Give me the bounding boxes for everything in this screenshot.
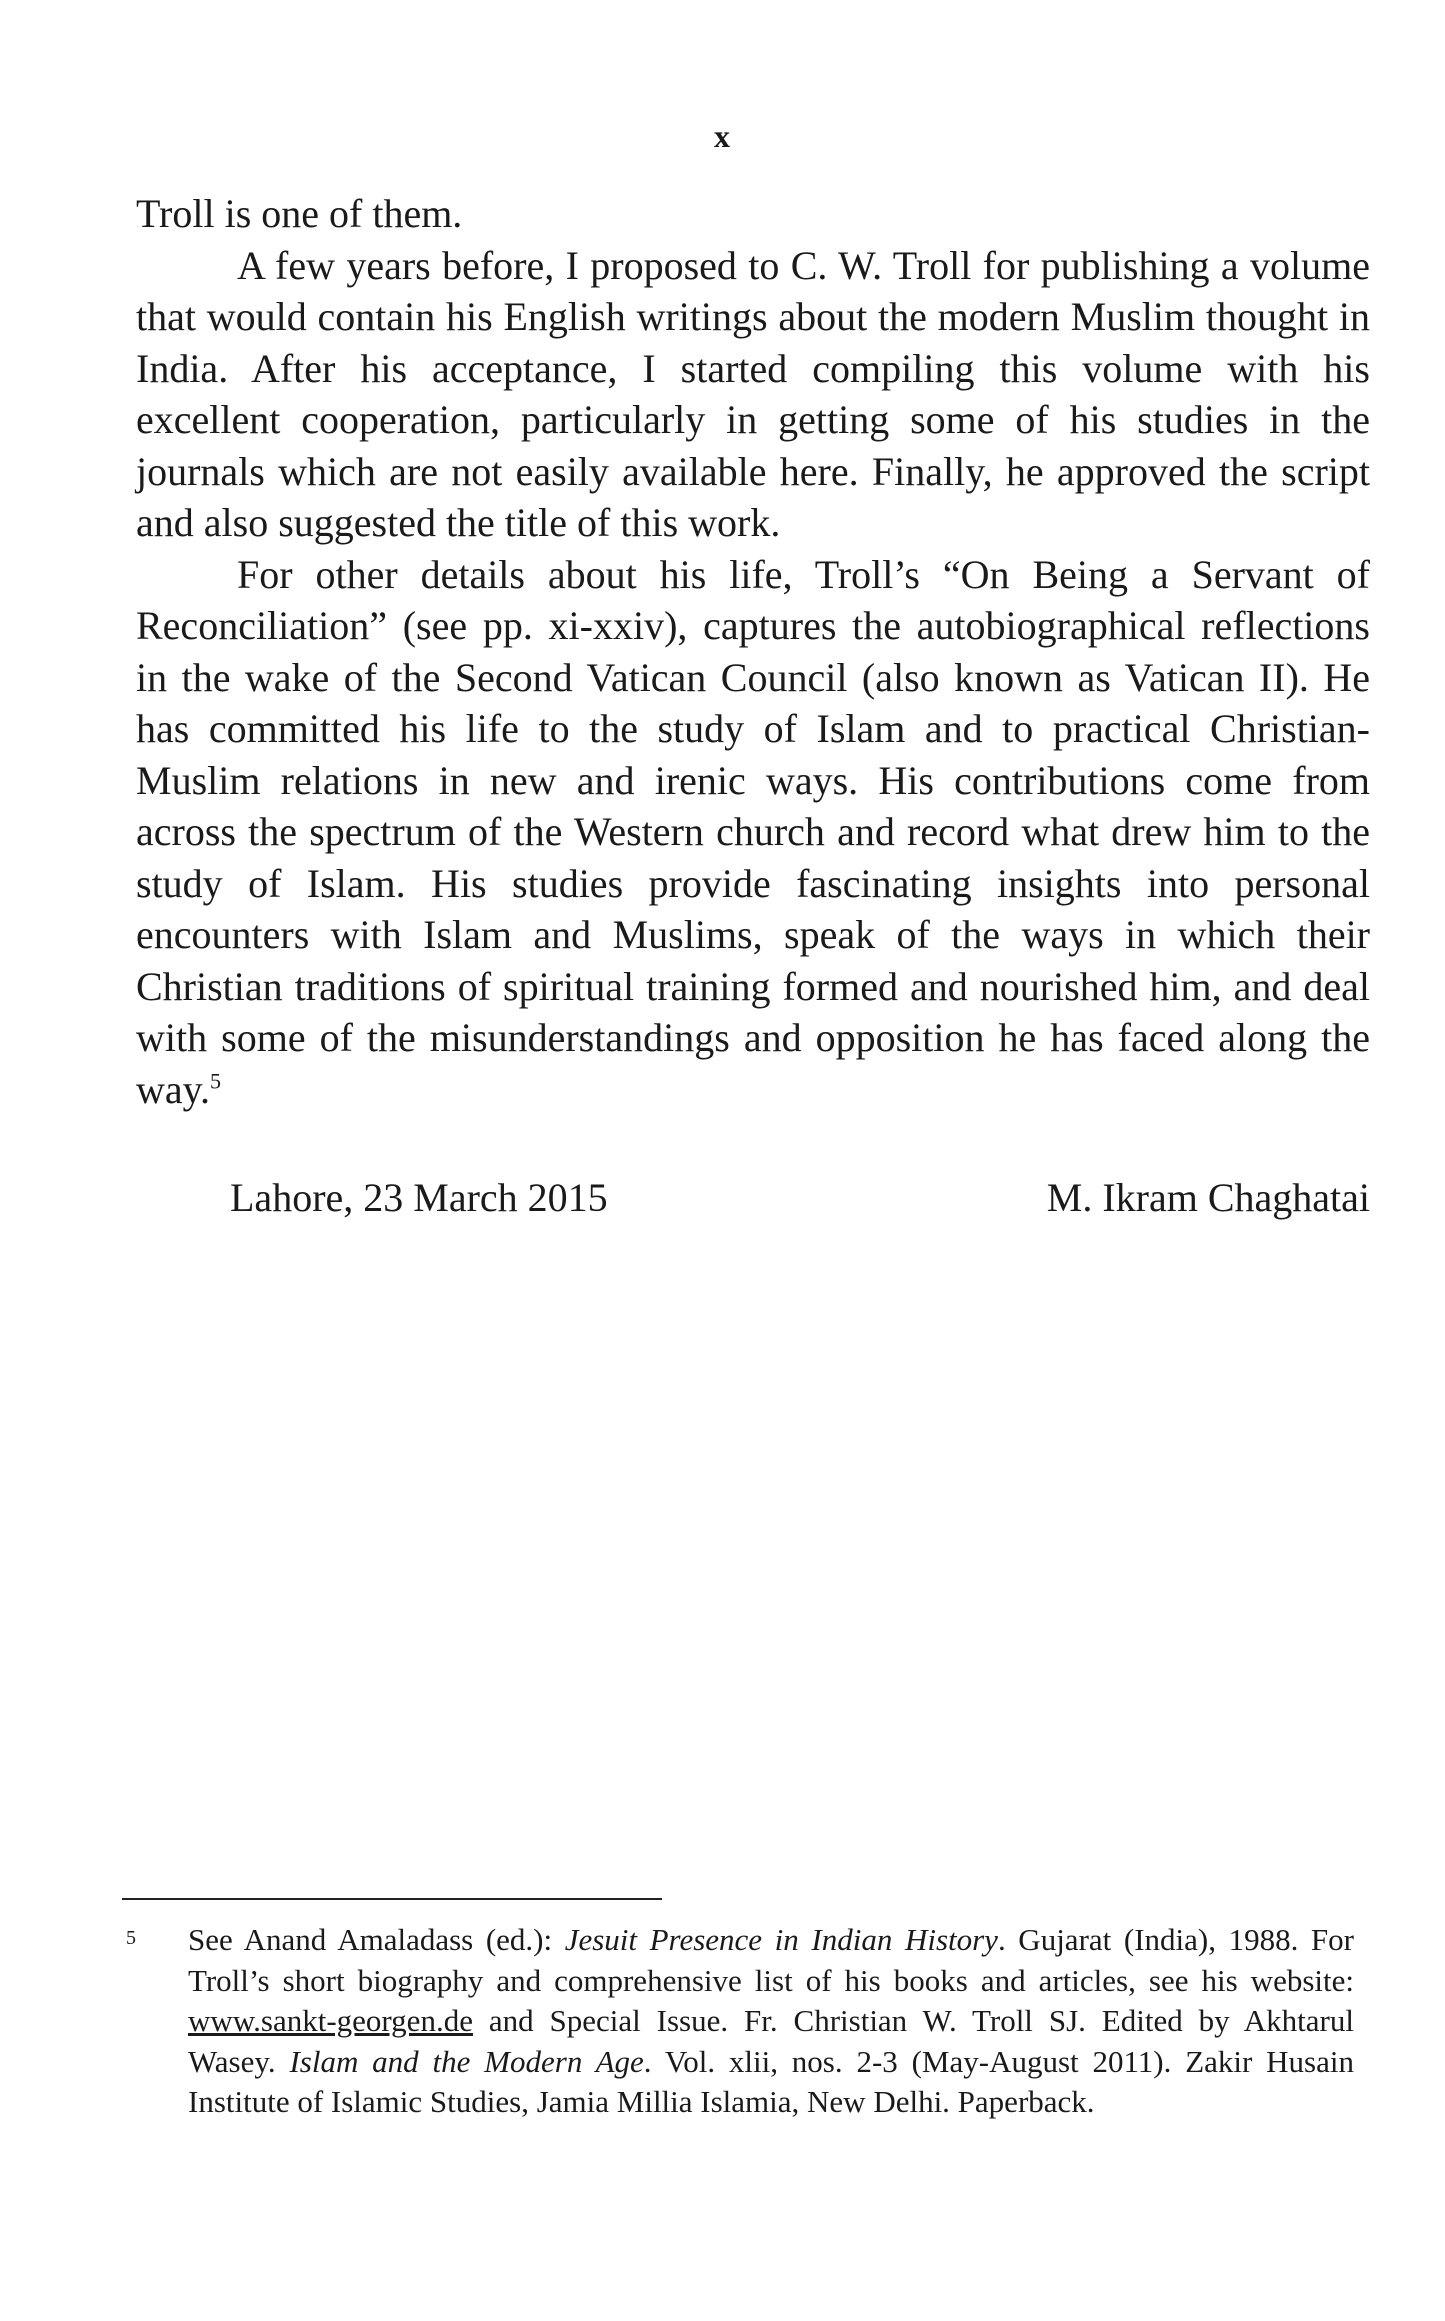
main-text (136, 188, 1370, 1115)
paragraph-1: Troll is one of them. (136, 191, 463, 236)
website-link[interactable]: www.sankt-georgen.de (188, 2003, 473, 2038)
footnote-reference[interactable]: 5 (210, 1068, 222, 1094)
footnote-title-2: Islam and the Modern Age (289, 2043, 644, 2079)
footnote-number: 5 (126, 1927, 136, 1949)
paragraph-2: A few years before, I proposed to C. W. Troll for publishing a volume that would contain his English writings about the modern Muslim thought in India. After his acceptance, I started compiling this volume with his excellent cooperation, particularly in getting some of his studies in the journals which are not easily available here. Finally, he approved the script and also suggested the title of this work. (136, 242, 1370, 545)
page-number: x (714, 118, 731, 154)
place-and-date: Lahore, 23 March 2015 (230, 1175, 608, 1220)
footnote-text-2: . Gujarat (India), 1988. For Troll’s short biography and comprehensive list of his books and articles, see his website: (188, 1922, 1354, 1998)
footnote-text-1: See Anand Amaladass (ed.): (188, 1922, 565, 1957)
paragraph-3 (136, 549, 1370, 1116)
footnote-text (188, 1920, 1354, 2123)
footnote (126, 1920, 1354, 2123)
footnote-divider (122, 1898, 662, 1900)
signature-block (230, 1172, 1370, 1224)
footnote-title-1: Jesuit Presence in Indian History (564, 1922, 998, 1957)
paragraph-3-text: For other details about his life, Troll’s “On Being a Servant of Reconciliation” (see pp. xi-xxiv), captures the autobiographical reflections in the wake of the Second Vatican Council (also known as Vatican II). He has committed his life to the study of Islam and to practical Christian-Muslim relations in new and irenic ways. His contributions come from across the spectrum of the Western church and record what drew him to the study of Islam. His studies provide fascinating insights into personal encounters with Islam and Muslims, speak of the ways in which their Christian traditions of spiritual training formed and nourished him, and deal with some of the misunderstandings and opposition he has faced along the way. (136, 551, 1370, 1112)
author-name: M. Ikram Chaghatai (1046, 1175, 1370, 1220)
footnote-text-3: and Special Issue. Fr. Christian W. Troll SJ. Edited by Akhtarul Wasey. (188, 2003, 1354, 2079)
footnote-text-4: . Vol. xlii, nos. 2-3 (May-August 2011). Zakir Husain Institute of Islamic Studies, Jamia Millia Islamia, New Delhi. Paperback. (188, 2043, 1354, 2119)
